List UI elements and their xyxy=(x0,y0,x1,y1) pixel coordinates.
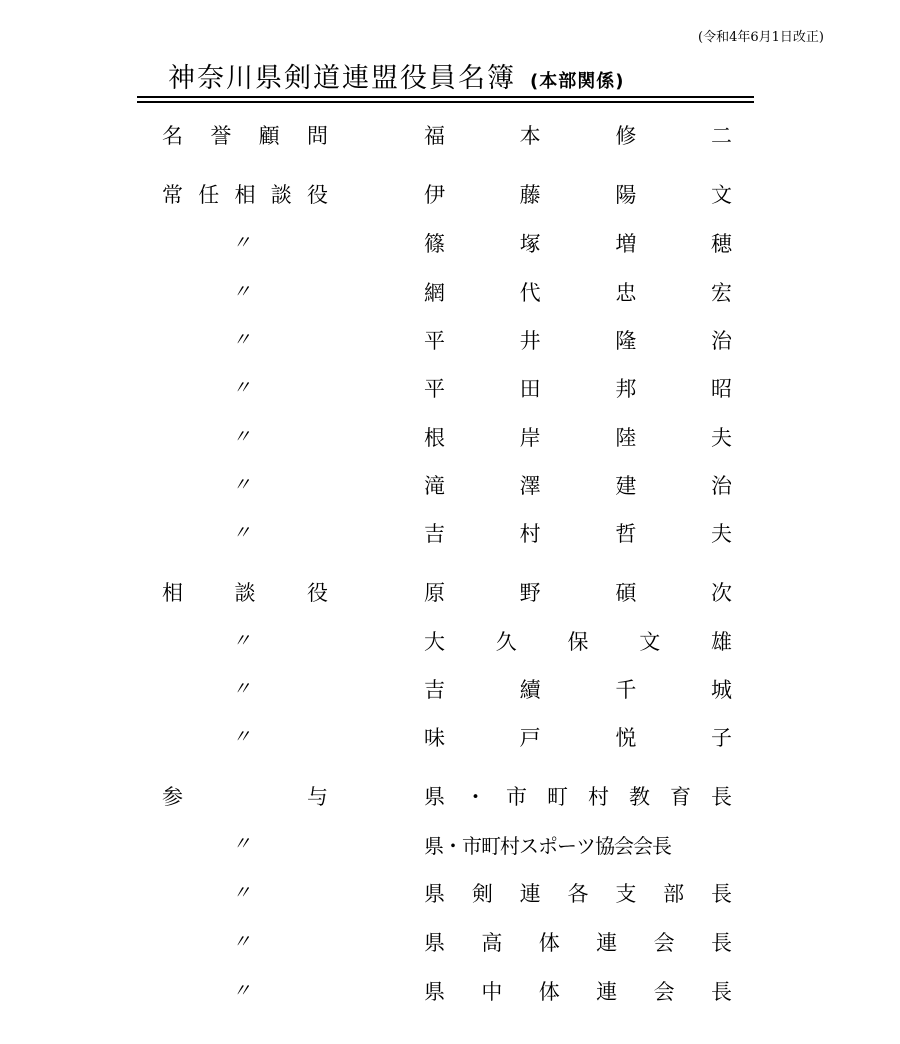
title-subtitle: (本部関係) xyxy=(530,71,625,92)
name-char: 宏 xyxy=(710,281,732,305)
name-char: 吉 xyxy=(424,678,445,702)
name-char: 高 xyxy=(481,931,503,955)
member-name xyxy=(424,371,732,405)
role-char: 与 xyxy=(307,785,328,809)
member-name xyxy=(424,420,732,454)
name-char: 支 xyxy=(615,882,637,906)
name-char: 陽 xyxy=(615,183,637,207)
member-name xyxy=(424,118,732,152)
ditto-mark: 〃 xyxy=(232,474,252,496)
name-char: 吉 xyxy=(424,522,445,546)
name-char: 剣 xyxy=(471,882,493,906)
title-text: 神奈川県剣道連盟役員名簿 xyxy=(168,63,516,94)
ditto-mark: 〃 xyxy=(232,931,252,953)
name-char: 戸 xyxy=(519,726,541,750)
name-char: 治 xyxy=(710,474,732,498)
name-char: 連 xyxy=(596,931,618,955)
name-char: 長 xyxy=(710,882,732,906)
name-char: 村 xyxy=(519,522,541,546)
ditto-mark: 〃 xyxy=(232,882,252,904)
name-char: 平 xyxy=(424,329,445,353)
name-char: 根 xyxy=(424,426,445,450)
name-char: ツ xyxy=(576,833,595,858)
role-char: 任 xyxy=(198,183,220,207)
name-char: 中 xyxy=(481,980,503,1004)
name-char: 長 xyxy=(711,785,732,809)
name-char: 教 xyxy=(629,785,650,809)
name-char: 塚 xyxy=(519,232,541,256)
role-char: 談 xyxy=(270,183,292,207)
role-char: 顧 xyxy=(258,124,280,148)
name-char: 文 xyxy=(639,630,661,654)
role-char: 誉 xyxy=(210,124,232,148)
name-char: ポ xyxy=(538,833,557,858)
name-char: 長 xyxy=(710,980,732,1004)
roster-row xyxy=(0,371,900,405)
name-char: 県 xyxy=(424,882,445,906)
roster-row xyxy=(0,575,900,609)
name-char: 篠 xyxy=(424,232,445,256)
name-char: 会 xyxy=(653,931,675,955)
member-name xyxy=(424,575,732,609)
member-name xyxy=(424,672,732,706)
name-char: ー xyxy=(557,833,576,858)
name-char: 増 xyxy=(615,232,637,256)
name-char: 次 xyxy=(710,581,732,605)
name-char: 續 xyxy=(519,678,541,702)
name-char: 県 xyxy=(424,931,445,955)
member-name xyxy=(424,827,732,861)
name-char: 二 xyxy=(710,124,732,148)
name-char: 会 xyxy=(614,833,633,858)
role-char: 談 xyxy=(234,581,256,605)
roster-row xyxy=(0,420,900,454)
ditto-mark: 〃 xyxy=(232,329,252,351)
ditto-mark: 〃 xyxy=(232,377,252,399)
name-char: 長 xyxy=(710,931,732,955)
name-char: 町 xyxy=(547,785,568,809)
name-char: 碩 xyxy=(615,581,637,605)
role-label xyxy=(162,575,328,609)
name-char: 陸 xyxy=(615,426,637,450)
member-name xyxy=(424,624,732,658)
role-label xyxy=(162,118,328,152)
name-char: 夫 xyxy=(710,426,732,450)
name-char: 町 xyxy=(481,833,500,858)
name-char: 県 xyxy=(424,833,443,858)
role-char: 役 xyxy=(307,581,328,605)
member-name xyxy=(424,275,732,309)
role-char: 参 xyxy=(162,785,183,809)
role-char: 相 xyxy=(162,581,183,605)
name-char: 澤 xyxy=(519,474,541,498)
name-char: ・ xyxy=(465,785,486,809)
roster-row xyxy=(0,672,900,706)
name-char: 保 xyxy=(567,630,589,654)
roster-row xyxy=(0,323,900,357)
member-name xyxy=(424,226,732,260)
name-char: 村 xyxy=(588,785,609,809)
name-char: 子 xyxy=(710,726,732,750)
name-char: 修 xyxy=(615,124,637,148)
name-char: 建 xyxy=(615,474,637,498)
roster-row xyxy=(0,275,900,309)
role-char: 役 xyxy=(307,183,328,207)
name-char: 代 xyxy=(519,281,541,305)
member-name xyxy=(424,177,732,211)
name-char: 昭 xyxy=(710,377,732,401)
ditto-mark: 〃 xyxy=(232,426,252,448)
name-char: 治 xyxy=(710,329,732,353)
member-name xyxy=(424,720,732,754)
roster-row xyxy=(0,118,900,152)
name-char: 連 xyxy=(519,882,541,906)
name-char: 長 xyxy=(652,833,671,858)
roster-row xyxy=(0,779,900,813)
name-char: 哲 xyxy=(615,522,637,546)
name-char: 県 xyxy=(424,785,445,809)
name-char: 協 xyxy=(595,833,614,858)
name-char: 田 xyxy=(519,377,541,401)
name-char: 連 xyxy=(596,980,618,1004)
member-name xyxy=(424,468,732,502)
name-char: 体 xyxy=(538,931,560,955)
name-char: 部 xyxy=(663,882,685,906)
ditto-mark: 〃 xyxy=(232,232,252,254)
ditto-mark: 〃 xyxy=(232,678,252,700)
member-name xyxy=(424,925,732,959)
roster-row xyxy=(0,827,900,861)
name-char: 伊 xyxy=(424,183,445,207)
ditto-mark: 〃 xyxy=(232,522,252,544)
name-char: ・ xyxy=(443,833,462,858)
member-name xyxy=(424,779,732,813)
name-char: 福 xyxy=(424,124,445,148)
role-label xyxy=(162,177,328,211)
member-name xyxy=(424,323,732,357)
ditto-mark: 〃 xyxy=(232,281,252,303)
name-char: 邦 xyxy=(615,377,637,401)
roster-row xyxy=(0,177,900,211)
role-char: 問 xyxy=(306,124,328,148)
name-char: 野 xyxy=(519,581,541,605)
name-char: 悦 xyxy=(615,726,637,750)
name-char: 井 xyxy=(519,329,541,353)
ditto-mark: 〃 xyxy=(232,630,252,652)
role-char: 名 xyxy=(162,124,183,148)
name-char: 久 xyxy=(495,630,517,654)
name-char: 千 xyxy=(615,678,637,702)
role-label xyxy=(162,779,328,813)
ditto-mark: 〃 xyxy=(232,726,252,748)
name-char: 岸 xyxy=(519,426,541,450)
date-note: (令和4年6月1日改正) xyxy=(698,30,824,45)
name-char: 文 xyxy=(710,183,732,207)
ditto-mark: 〃 xyxy=(232,980,252,1002)
name-char: 体 xyxy=(538,980,560,1004)
name-char: 隆 xyxy=(615,329,637,353)
member-name xyxy=(424,516,732,550)
name-char: 原 xyxy=(424,581,445,605)
roster-row xyxy=(0,516,900,550)
name-char: 各 xyxy=(567,882,589,906)
roster-row xyxy=(0,925,900,959)
name-char: 本 xyxy=(519,124,541,148)
roster-row xyxy=(0,876,900,910)
name-char: 雄 xyxy=(711,630,732,654)
roster-row xyxy=(0,974,900,1008)
name-char: 会 xyxy=(633,833,652,858)
ditto-mark: 〃 xyxy=(232,833,252,855)
name-char: 夫 xyxy=(710,522,732,546)
roster-row xyxy=(0,720,900,754)
name-char: 城 xyxy=(710,678,732,702)
roster-row xyxy=(0,226,900,260)
name-char: 大 xyxy=(424,630,445,654)
roster-row xyxy=(0,468,900,502)
role-char: 相 xyxy=(234,183,256,207)
name-char: 市 xyxy=(462,833,481,858)
name-char: 藤 xyxy=(519,183,541,207)
name-char: 穂 xyxy=(710,232,732,256)
name-char: 忠 xyxy=(615,281,637,305)
roster-row xyxy=(0,624,900,658)
name-char: 育 xyxy=(670,785,691,809)
role-char: 常 xyxy=(162,183,183,207)
name-char: 市 xyxy=(506,785,527,809)
member-name xyxy=(424,876,732,910)
name-char: 味 xyxy=(424,726,445,750)
name-char: 県 xyxy=(424,980,445,1004)
name-char: 平 xyxy=(424,377,445,401)
name-char: 会 xyxy=(653,980,675,1004)
member-name xyxy=(424,974,732,1008)
name-char: 村 xyxy=(500,833,519,858)
name-char: 滝 xyxy=(424,474,445,498)
name-char: 網 xyxy=(424,281,445,305)
name-char: ス xyxy=(519,833,538,858)
